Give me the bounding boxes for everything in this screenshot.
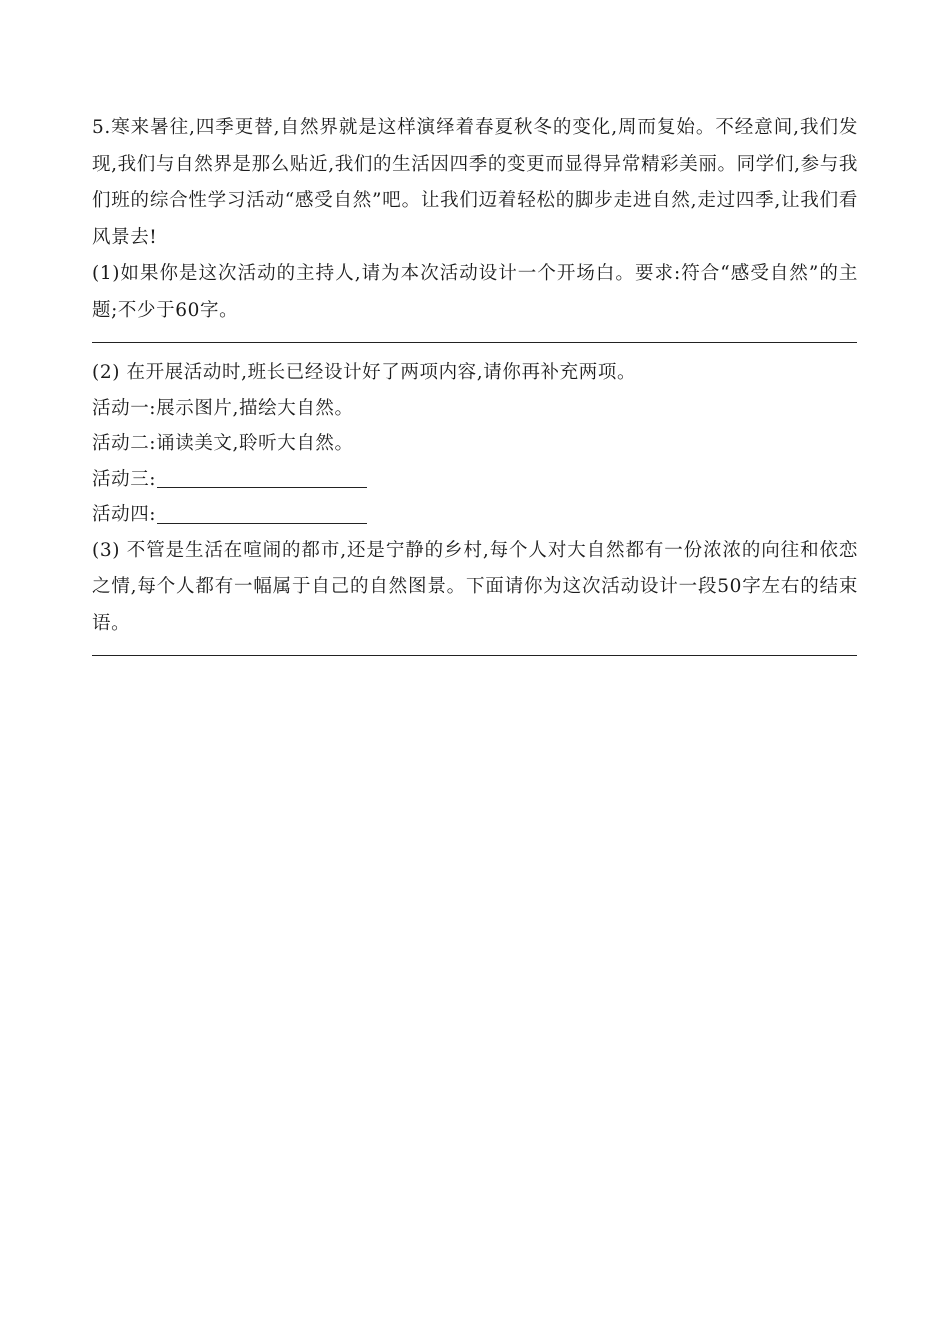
activity-four-blank[interactable] [157,523,367,524]
activity-four-row [92,497,858,533]
question-part1: (1)如果你是这次活动的主持人,请为本次活动设计一个开场白。要求:符合“感受自然”的主题;不少于60字。 [92,263,858,321]
question-intro: 5.寒来暑往,四季更替,自然界就是这样演绎着春夏秋冬的变化,周而复始。不经意间,我们发现,我们与自然界是那么贴近,我们的生活因四季的变更而显得异常精彩美丽。同学们,参与我们班的综合性学习活动“感受自然”吧。让我们迈着轻松的脚步走进自然,走过四季,让我们看风景去! [92,117,858,248]
answer-line-part1[interactable] [92,342,857,343]
activity-three-row [92,462,858,498]
activity-one: 活动一:展示图片,描绘大自然。 [92,397,354,419]
activity-three-label: 活动三: [92,468,157,490]
question-part3: (3) 不管是生活在喧闹的都市,还是宁静的乡村,每个人对大自然都有一份浓浓的向往和依恋之情,每个人都有一幅属于自己的自然图景。下面请你为这次活动设计一段50字左右的结束语。 [92,539,858,634]
activity-three-blank[interactable] [157,487,367,488]
question-part2-prompt: (2) 在开展活动时,班长已经设计好了两项内容,请你再补充两项。 [92,362,637,383]
worksheet-page [92,110,858,656]
activity-four-label: 活动四: [92,504,157,525]
answer-line-part3[interactable] [92,655,857,656]
activity-two: 活动二:诵读美文,聆听大自然。 [92,433,354,454]
